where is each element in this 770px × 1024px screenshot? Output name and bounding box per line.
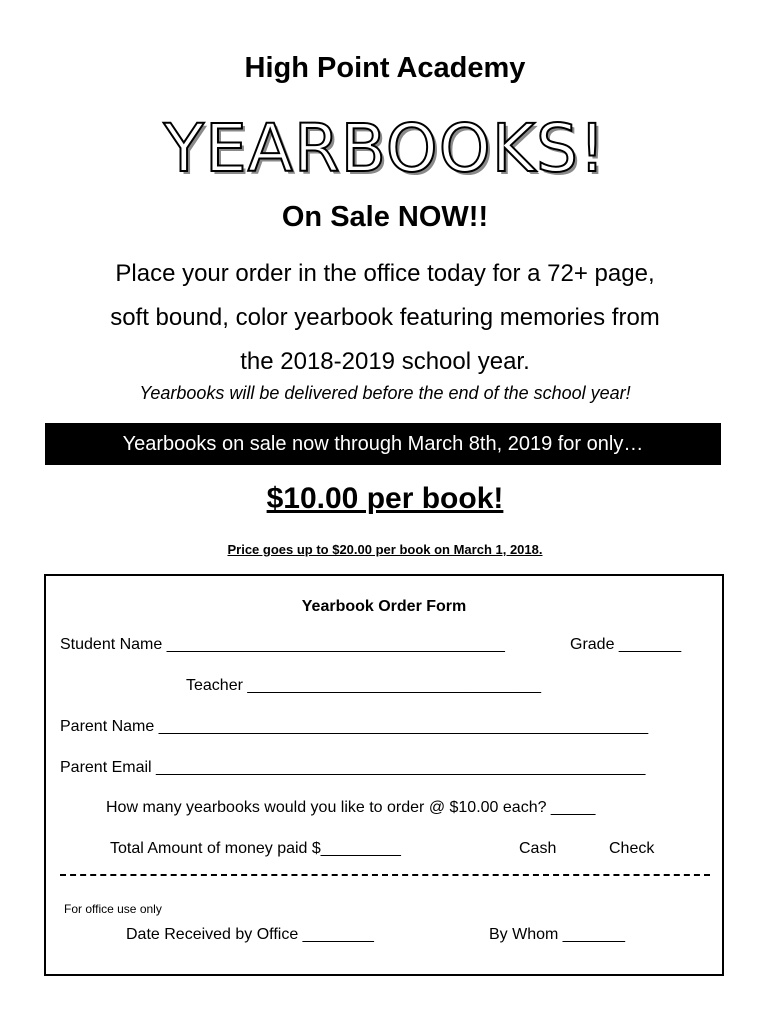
by-whom-field[interactable]: By Whom _______ xyxy=(489,926,626,943)
price-increase-note: Price goes up to $20.00 per book on March 1, 2018. xyxy=(227,542,543,557)
on-sale-heading: On Sale NOW!! xyxy=(281,201,489,233)
order-form xyxy=(44,574,724,976)
cash-option[interactable]: Cash xyxy=(519,840,557,857)
form-title: Yearbook Order Form xyxy=(301,598,467,615)
grade-field[interactable]: Grade _______ xyxy=(570,636,682,653)
office-use-label: For office use only xyxy=(64,902,162,916)
page-title: YEARBOOKS! xyxy=(163,110,607,187)
price-heading: $10.00 per book! xyxy=(266,482,504,515)
quantity-field[interactable]: How many yearbooks would you like to order @ $10.00 each? _____ xyxy=(106,799,596,816)
cut-divider xyxy=(60,874,710,876)
total-paid-field[interactable]: Total Amount of money paid $_________ xyxy=(110,840,401,857)
teacher-field[interactable]: Teacher _________________________________ xyxy=(186,677,542,694)
parent-email-field[interactable]: Parent Email _______________________________________________________ xyxy=(60,759,646,776)
date-received-field[interactable]: Date Received by Office ________ xyxy=(126,926,374,943)
description-text: Place your order in the office today for a 72+ page, soft bound, color yearbook featuring memories from the 2018-2019 school year. xyxy=(110,260,660,375)
school-name: High Point Academy xyxy=(244,52,526,84)
delivery-note: Yearbooks will be delivered before the end of the school year! xyxy=(139,383,631,403)
parent-name-field[interactable]: Parent Name _______________________________________________________ xyxy=(60,718,649,735)
student-name-field[interactable]: Student Name ______________________________________ xyxy=(60,636,505,653)
check-option[interactable]: Check xyxy=(609,840,655,857)
sale-banner: Yearbooks on sale now through March 8th, 2019 for only… xyxy=(45,423,721,465)
